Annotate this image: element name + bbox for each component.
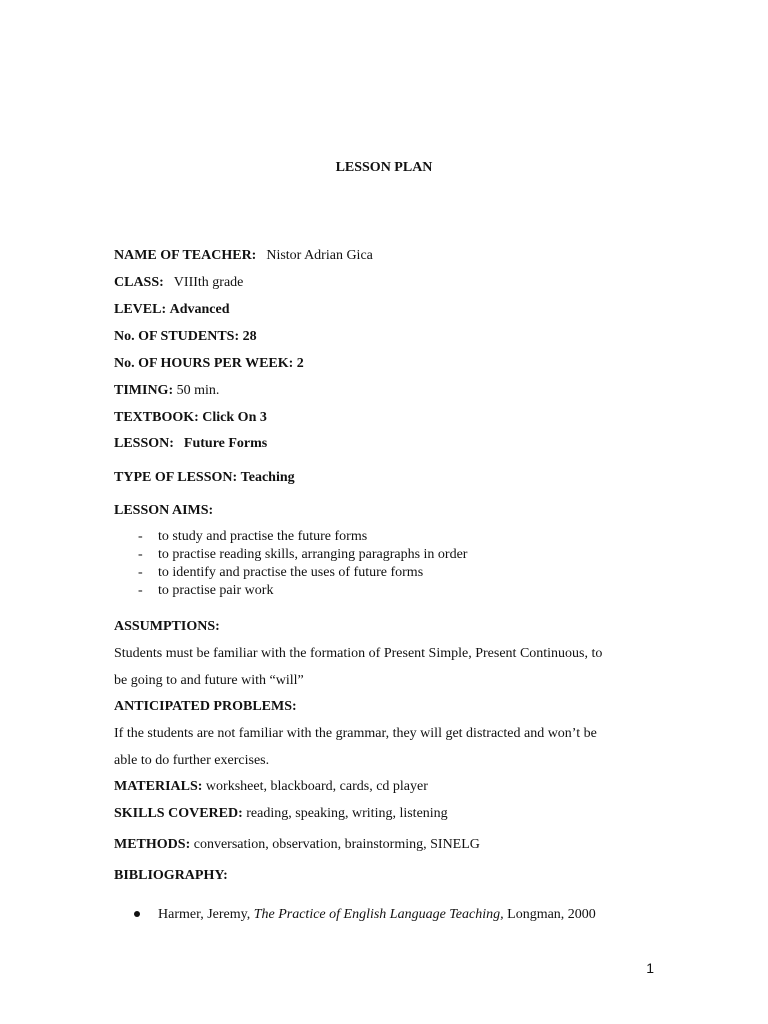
aims-list bbox=[138, 528, 467, 600]
textbook-row bbox=[114, 409, 267, 427]
hours-value: 2 bbox=[296, 356, 304, 371]
dash-marker: - bbox=[138, 565, 143, 580]
materials-row bbox=[114, 778, 428, 796]
teacher-label: NAME OF TEACHER: bbox=[114, 248, 257, 263]
hours-row bbox=[114, 355, 304, 373]
materials-value: worksheet, blackboard, cards, cd player bbox=[205, 779, 428, 794]
dash-marker: - bbox=[138, 529, 143, 544]
assumptions-line-2: be going to and future with “will” bbox=[114, 673, 304, 688]
problems-line-1: If the students are not familiar with the grammar, they will get distracted and won’t be bbox=[114, 726, 597, 741]
timing-row bbox=[114, 382, 219, 400]
teacher-row bbox=[114, 247, 373, 265]
list-item: - to study and practise the future forms bbox=[138, 529, 368, 544]
class-label: CLASS: bbox=[114, 275, 164, 290]
problems-heading: ANTICIPATED PROBLEMS: bbox=[114, 699, 297, 714]
hours-label: No. OF HOURS PER WEEK: bbox=[114, 356, 294, 371]
bibliography-author: Harmer, Jeremy, bbox=[158, 907, 251, 922]
assumptions-heading: ASSUMPTIONS: bbox=[114, 619, 220, 634]
class-value: VIIIth grade bbox=[173, 275, 244, 290]
materials-label: MATERIALS: bbox=[114, 779, 203, 794]
students-value: 28 bbox=[242, 329, 257, 344]
problems-line-2: able to do further exercises. bbox=[114, 753, 270, 768]
timing-label: TIMING: bbox=[114, 383, 174, 398]
lesson-row bbox=[114, 435, 267, 453]
methods-value: conversation, observation, brainstorming, SINELG bbox=[193, 837, 480, 852]
type-value: Teaching bbox=[240, 470, 295, 485]
dash-marker: - bbox=[138, 547, 143, 562]
dash-marker: - bbox=[138, 583, 143, 598]
level-label: LEVEL: bbox=[114, 302, 167, 317]
list-item: - to practise pair work bbox=[138, 583, 274, 598]
textbook-value: Click On 3 bbox=[202, 410, 267, 425]
skills-value: reading, speaking, writing, listening bbox=[246, 806, 448, 821]
bibliography-book: The Practice of English Language Teaching, bbox=[253, 907, 504, 922]
skills-row bbox=[114, 805, 448, 823]
students-label: No. OF STUDENTS: bbox=[114, 329, 240, 344]
aims-heading: LESSON AIMS: bbox=[114, 503, 214, 518]
skills-label: SKILLS COVERED: bbox=[114, 806, 243, 821]
bibliography-publisher: Longman, 2000 bbox=[507, 907, 596, 922]
lesson-label: LESSON: bbox=[114, 436, 174, 451]
bullet-icon bbox=[134, 911, 140, 917]
methods-row bbox=[114, 836, 480, 854]
methods-label: METHODS: bbox=[114, 837, 191, 852]
teacher-value: Nistor Adrian Gica bbox=[266, 248, 373, 263]
timing-value: 50 min. bbox=[176, 383, 220, 398]
page-number: 1 bbox=[646, 960, 654, 976]
type-row bbox=[114, 469, 295, 487]
level-row bbox=[114, 301, 230, 319]
students-row bbox=[114, 328, 257, 346]
textbook-label: TEXTBOOK: bbox=[114, 410, 199, 425]
lesson-value: Future Forms bbox=[183, 436, 268, 451]
type-label: TYPE OF LESSON: bbox=[114, 470, 238, 485]
list-item: - to identify and practise the uses of future forms bbox=[138, 565, 424, 580]
bibliography-heading: BIBLIOGRAPHY: bbox=[114, 868, 228, 883]
bibliography-item bbox=[134, 906, 596, 924]
document-title: LESSON PLAN bbox=[335, 160, 433, 175]
list-item: - to practise reading skills, arranging paragraphs in order bbox=[138, 547, 468, 562]
assumptions-line-1: Students must be familiar with the formation of Present Simple, Present Continuous, to bbox=[114, 646, 603, 661]
class-row bbox=[114, 274, 243, 292]
level-value: Advanced bbox=[169, 302, 230, 317]
